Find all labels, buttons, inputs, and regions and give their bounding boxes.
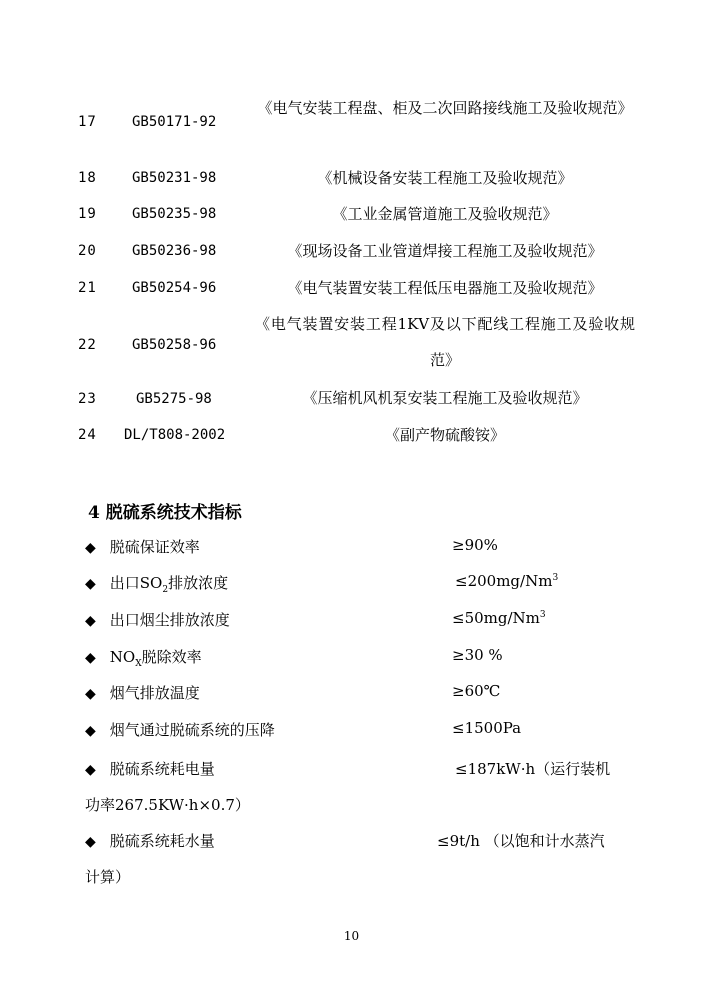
standard-title: 《现场设备工业管道焊接工程施工及验收规范》 [287, 242, 603, 260]
row-number: 19 [78, 206, 97, 222]
diamond-bullet-icon: ◆ [85, 834, 96, 850]
spec-value: ≤187kW·h（运行装机 [455, 760, 611, 778]
standard-code: GB50258-96 [132, 337, 217, 353]
standard-code: GB5275-98 [136, 391, 212, 407]
spec-label: 脱硫保证效率 [109, 538, 200, 556]
row-number: 18 [78, 170, 97, 186]
section-heading [88, 498, 242, 523]
spec-label: $NO_X$脱除效率 [109, 648, 202, 669]
spec-item [85, 646, 202, 669]
standard-code: GB50171-92 [132, 114, 217, 130]
diamond-bullet-icon: ◆ [85, 686, 96, 702]
spec-item [85, 682, 200, 703]
page-number: 10 [343, 929, 360, 943]
section-number: 4 [88, 503, 100, 523]
standard-title: 《压缩机风机泵安装工程施工及验收规范》 [302, 389, 588, 407]
standard-title: 《电气安装工程盘、柜及二次回路接线施工及验收规范》 [257, 99, 633, 117]
spec-item [85, 536, 200, 557]
diamond-bullet-icon: ◆ [85, 723, 96, 739]
standard-code: GB50236-98 [132, 243, 217, 259]
spec-item [85, 572, 228, 595]
standard-title: 《电气装置安装工程低压电器施工及验收规范》 [287, 279, 603, 297]
diamond-bullet-icon: ◆ [85, 576, 96, 592]
spec-item [85, 719, 275, 740]
spec-continuation: 计算） [85, 868, 131, 886]
standard-title: 《机械设备安装工程施工及验收规范》 [317, 169, 573, 187]
row-number: 17 [78, 114, 97, 130]
diamond-bullet-icon: ◆ [85, 613, 96, 629]
spec-item [85, 830, 215, 851]
row-number: 23 [78, 391, 97, 407]
standard-title: 《副产物硫酸铵》 [384, 426, 505, 444]
spec-label: 烟气通过脱硫系统的压降 [109, 721, 275, 739]
diamond-bullet-icon: ◆ [85, 650, 96, 666]
row-number: 21 [78, 280, 97, 296]
spec-item [85, 758, 215, 779]
section-title: 脱硫系统技术指标 [105, 503, 242, 523]
diamond-bullet-icon: ◆ [85, 762, 96, 778]
spec-label: 烟气排放温度 [109, 684, 200, 702]
spec-value: ≥60℃ [452, 682, 501, 700]
standard-title: 《电气装置安装工程1KV及以下配线工程施工及验收规范》 [255, 315, 635, 369]
spec-label: 脱硫系统耗电量 [109, 760, 215, 778]
standards-table [0, 0, 703, 470]
spec-continuation: 功率267.5KW·h×0.7） [85, 796, 250, 814]
row-number: 22 [78, 337, 97, 353]
row-number: 24 [78, 427, 97, 443]
spec-value: ≤1500Pa [452, 719, 522, 737]
standard-code: DL/T808-2002 [124, 427, 226, 443]
spec-item [85, 609, 230, 630]
spec-value: $\le 200mg/Nm^3$ [455, 572, 559, 590]
standard-title: 《工业金属管道施工及验收规范》 [332, 205, 558, 223]
standard-code: GB50231-98 [132, 170, 217, 186]
standard-code: GB50235-98 [132, 206, 217, 222]
spec-value: $\le 50mg/Nm^3$ [452, 609, 546, 627]
row-number: 20 [78, 243, 97, 259]
spec-value: ≥30 % [452, 646, 503, 664]
spec-label: 出口烟尘排放浓度 [109, 611, 230, 629]
spec-label: 出口$SO_2$排放浓度 [109, 574, 229, 595]
standard-code: GB50254-96 [132, 280, 217, 296]
diamond-bullet-icon: ◆ [85, 540, 96, 556]
spec-value: ≥90% [452, 536, 498, 554]
spec-value: ≤9t/h （以饱和计水蒸汽 [437, 832, 605, 850]
spec-label: 脱硫系统耗水量 [109, 832, 215, 850]
